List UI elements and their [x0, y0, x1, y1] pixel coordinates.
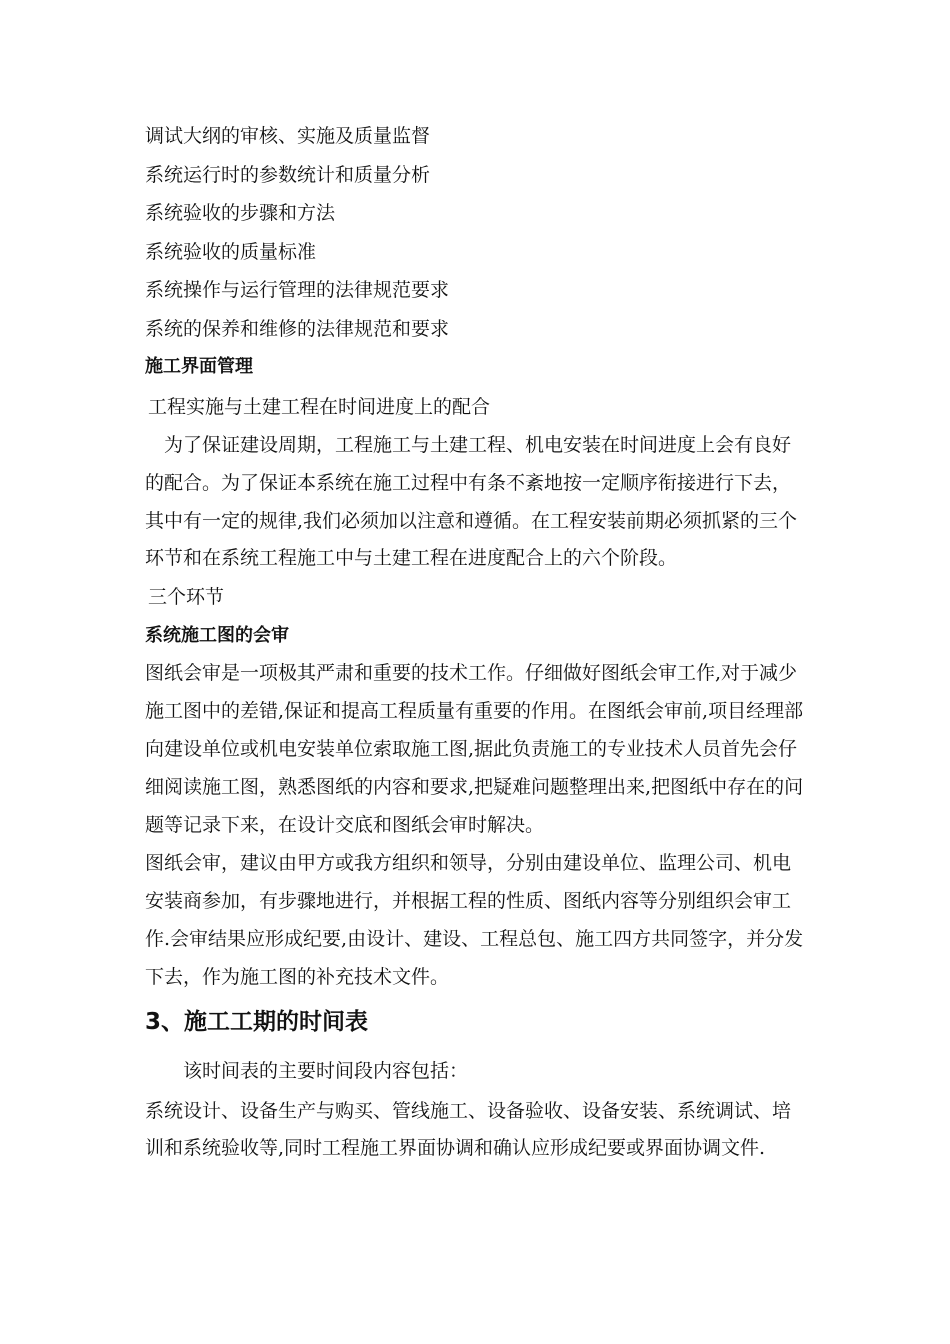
paragraph-line: 细阅读施工图，熟悉图纸的内容和要求,把疑难问题整理出来,把图纸中存在的问: [145, 776, 804, 798]
subheading: 工程实施与土建工程在时间进度上的配合: [148, 396, 491, 418]
paragraph-line: 为了保证建设周期，工程施工与土建工程、机电安装在时间进度上会有良好: [164, 434, 792, 456]
paragraph-line: 安装商参加，有步骤地进行，并根据工程的性质、图纸内容等分别组织会审工: [145, 890, 792, 912]
list-item: 调试大纲的审核、实施及质量监督: [145, 125, 431, 147]
list-item: 系统操作与运行管理的法律规范要求: [145, 279, 450, 301]
paragraph-line: 图纸会审是一项极其严肃和重要的技术工作。仔细做好图纸会审工作,对于减少: [145, 662, 798, 684]
paragraph-line: 下去，作为施工图的补充技术文件。: [145, 966, 450, 988]
paragraph-line: 题等记录下来，在设计交底和图纸会审时解决。: [145, 814, 545, 836]
list-item: 系统验收的步骤和方法: [145, 202, 336, 224]
paragraph-line: 的配合。为了保证本系统在施工过程中有条不紊地按一定顺序衔接进行下去，: [145, 472, 792, 494]
section-heading: 系统施工图的会审: [145, 625, 289, 646]
section-heading: 施工界面管理: [145, 356, 253, 377]
paragraph-line: 环节和在系统工程施工中与土建工程在进度配合上的六个阶段。: [145, 547, 678, 569]
paragraph-line: 图纸会审，建议由甲方或我方组织和领导，分别由建设单位、监理公司、机电: [145, 852, 792, 874]
paragraph-line: 系统设计、设备生产与购买、管线施工、设备验收、设备安装、系统调试、培: [145, 1100, 792, 1122]
paragraph-line: 施工图中的差错,保证和提高工程质量有重要的作用。在图纸会审前,项目经理部: [145, 700, 804, 722]
list-item: 系统的保养和维修的法律规范和要求: [145, 318, 450, 340]
intro-line: 该时间表的主要时间段内容包括：: [183, 1060, 469, 1082]
paragraph-line: 其中有一定的规律,我们必须加以注意和遵循。在工程安装前期必须抓紧的三个: [145, 510, 798, 532]
subheading: 三个环节: [148, 586, 225, 608]
paragraph-line: 作.会审结果应形成纪要,由设计、建设、工程总包、施工四方共同签字，并分发: [145, 928, 804, 950]
paragraph-line: 向建设单位或机电安装单位索取施工图,据此负责施工的专业技术人员首先会仔: [145, 738, 798, 760]
section-heading: 3、施工工期的时间表: [145, 1009, 369, 1035]
paragraph-line: 训和系统验收等,同时工程施工界面协调和确认应形成纪要或界面协调文件.: [145, 1137, 766, 1159]
list-item: 系统运行时的参数统计和质量分析: [145, 164, 431, 186]
list-item: 系统验收的质量标准: [145, 241, 317, 263]
